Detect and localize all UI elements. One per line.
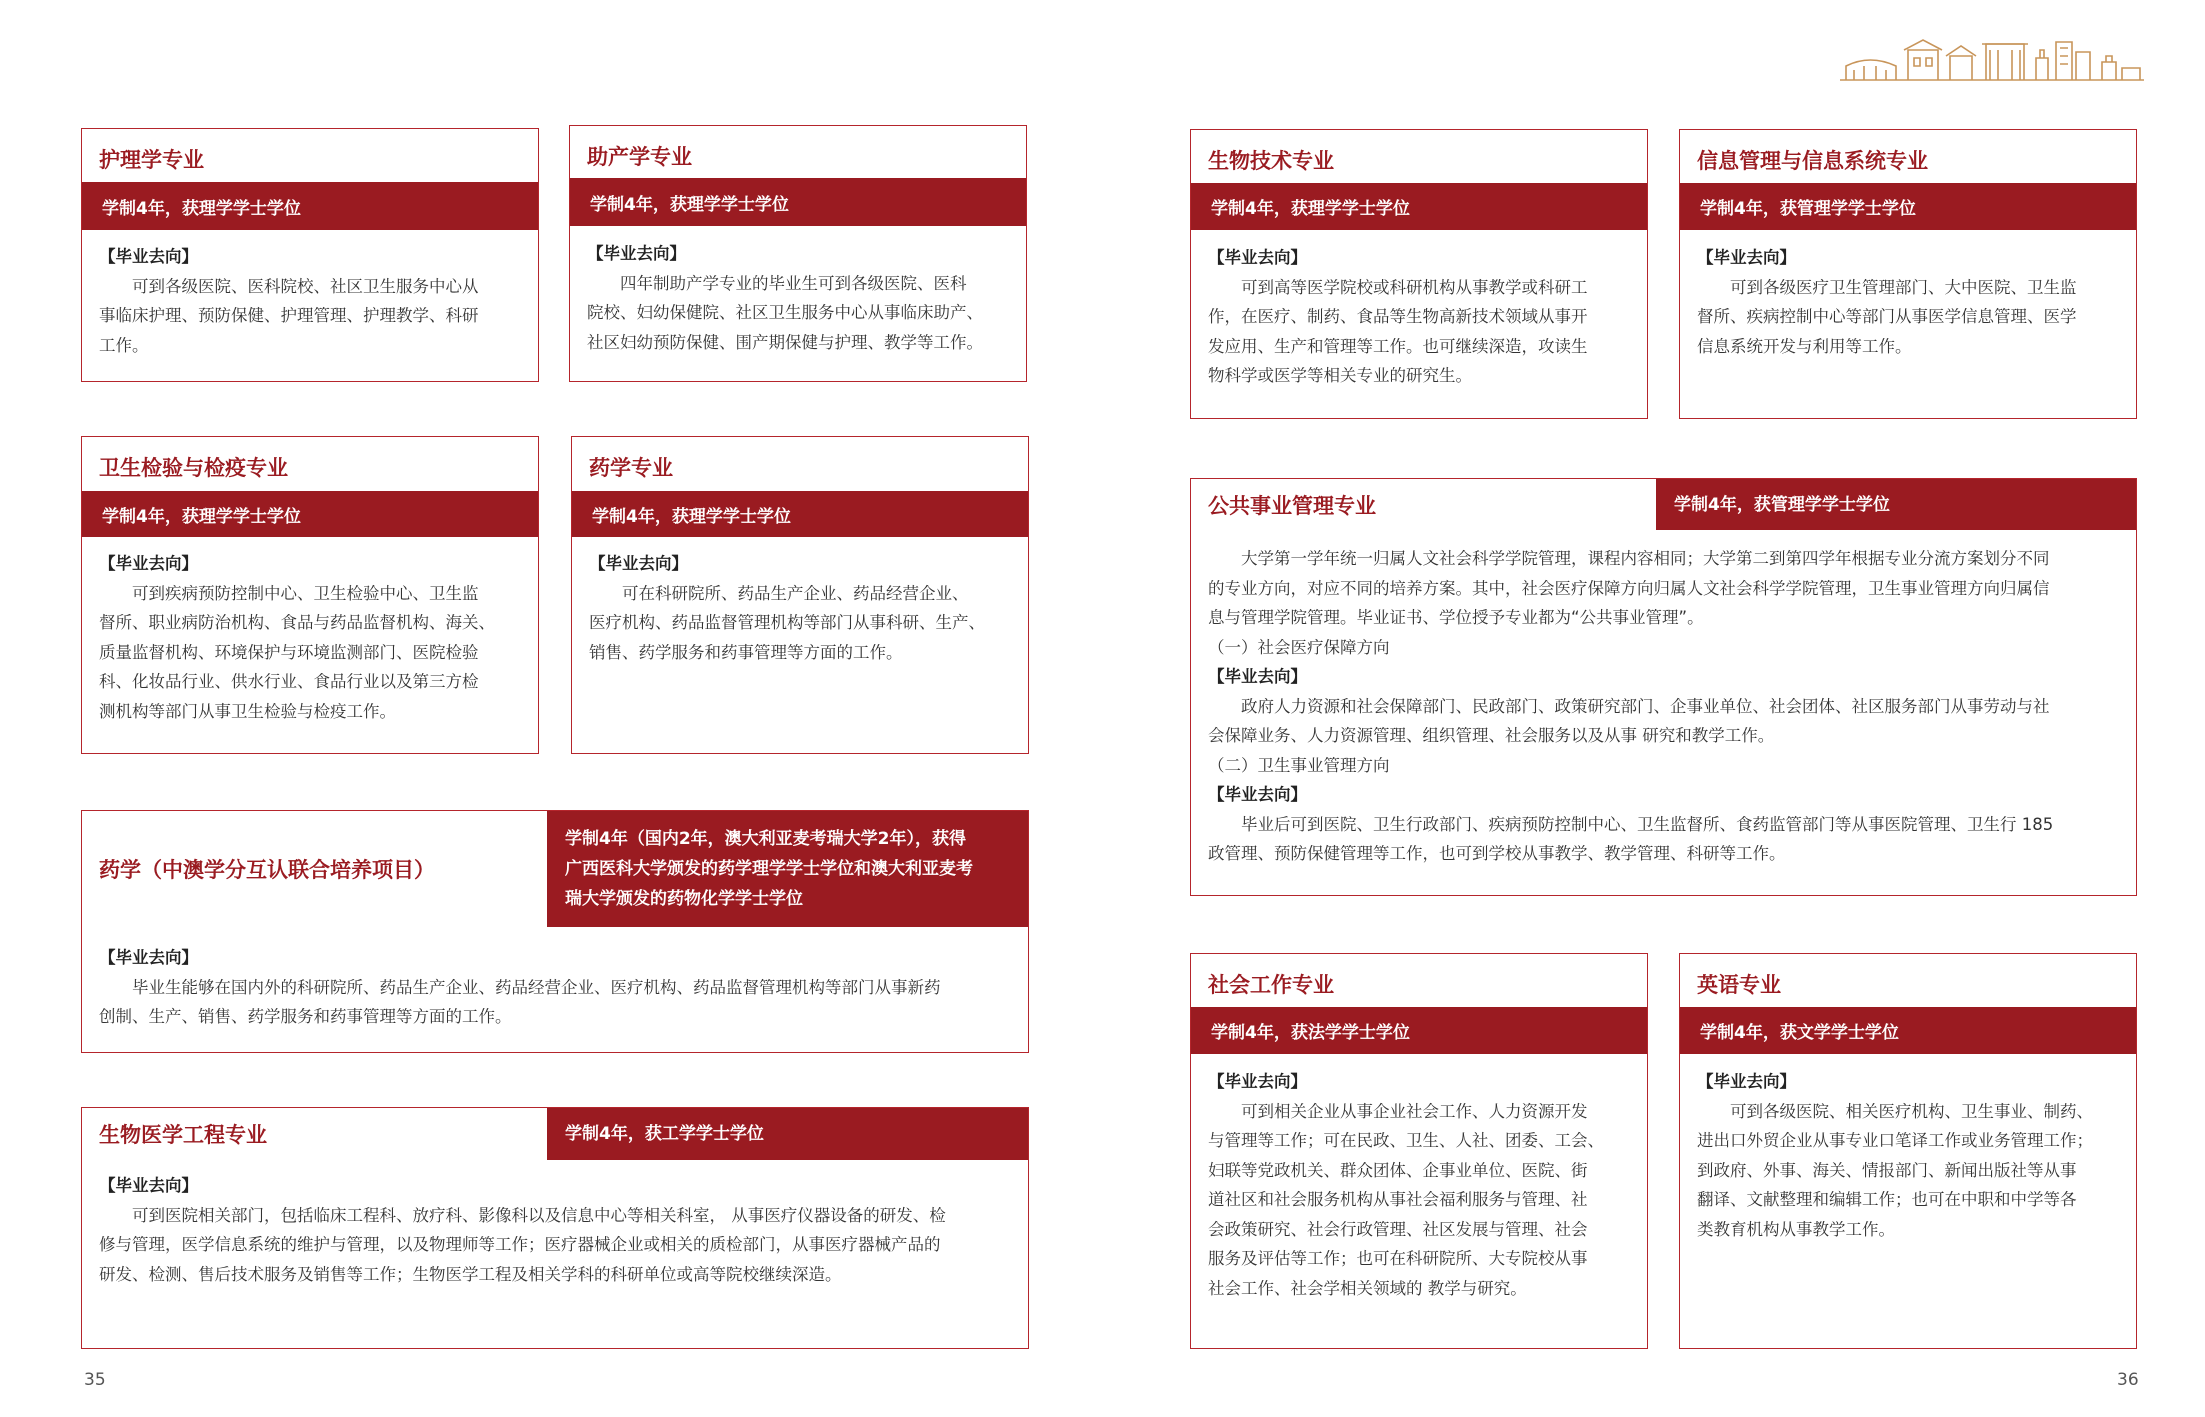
body-line: 毕业后可到医院、卫生行政部门、疾病预防控制中心、卫生监督所、食药监管部门等从事医院管理、卫生行 185 [1241,814,2054,834]
body-line: 政管理、预防保健管理等工作，也可到学校从事教学、教学管理、科研等工作。 [1208,844,1786,863]
card-title: 护理学专业 [99,148,204,172]
card-body [1208,544,2119,869]
card-hygiene [81,436,539,754]
card-midwifery [569,125,1027,382]
card-body [99,943,1011,1032]
body-line: 可到医院相关部门，包括临床工程科、放疗科、影像科以及信息中心等相关科室， 从事医疗仪器设备的研发、检 [132,1205,946,1225]
section-heading: 【毕业去向】 [99,948,198,967]
section-heading: 【毕业去向】 [1208,785,1307,804]
body-line: 道社区和社会服务机构从事社会福利服务与管理、社 [1208,1190,1588,1209]
degree-box [547,811,1028,927]
body-line: 政府人力资源和社会保障部门、民政部门、政策研究部门、企事业单位、社会团体、社区服务部门从事劳动与社 [1241,696,2050,716]
body-line: 四年制助产学专业的毕业生可到各级医院、医科 [620,273,967,293]
card-title: 信息管理与信息系统专业 [1697,149,1928,173]
card-social-work [1190,953,1648,1349]
card-title: 药学（中澳学分互认联合培养项目） [99,858,435,882]
degree-line: 瑞大学颁发的药物化学学士学位 [565,889,803,909]
direction-heading: （二）卫生事业管理方向 [1208,755,1390,775]
card-title: 药学专业 [589,456,673,480]
card-body [1208,243,1630,391]
card-body [1208,1067,1630,1303]
body-line: 督所、职业病防治机构、食品与药品监督机构、海关、 [99,613,495,632]
degree-bar: 学制4年，获理学学士学位 [82,182,538,230]
section-heading: 【毕业去向】 [587,244,686,263]
degree-bar: 学制4年，获理学学士学位 [1191,183,1647,230]
card-title: 生物技术专业 [1208,149,1334,173]
body-line: 创制、生产、销售、药学服务和药事管理等方面的工作。 [99,1007,512,1026]
degree-line: 学制4年（国内2年，澳大利亚麦考瑞大学2年），获得 [565,829,966,849]
degree-bar: 学制4年，获理学学士学位 [572,491,1028,537]
body-line: 可在科研院所、药品生产企业、药品经营企业、 [622,583,969,603]
body-line: 工作。 [99,335,149,355]
card-body [587,239,1009,357]
card-biotech [1190,129,1648,419]
body-line: 作，在医疗、制药、食品等生物高新技术领域从事开 [1208,307,1588,326]
card-body [99,242,521,360]
section-heading: 【毕业去向】 [1208,248,1307,267]
degree-bar: 学制4年，获法学学士学位 [1191,1007,1647,1054]
degree-box: 学制4年，获管理学学士学位 [1656,479,2136,530]
section-heading: 【毕业去向】 [1208,667,1307,686]
body-line: 医疗机构、药品监督管理机构等部门从事科研、生产、 [589,613,985,632]
body-line: 与管理等工作；可在民政、卫生、人社、团委、工会、 [1208,1131,1604,1150]
section-heading: 【毕业去向】 [589,554,688,573]
body-line: 的专业方向，对应不同的培养方案。其中，社会医疗保障方向归属人文社会科学学院管理，卫生事业管理方向归属信 [1208,578,2050,598]
card-title: 英语专业 [1697,973,1781,997]
body-line: 可到高等医学院校或科研机构从事教学或科研工 [1241,277,1588,297]
body-line: 类教育机构从事教学工作。 [1697,1219,1895,1239]
card-pharmacy [571,436,1029,754]
degree-box: 学制4年，获工学学士学位 [547,1108,1028,1160]
card-header [82,811,1028,927]
degree-bar: 学制4年，获文学学士学位 [1680,1007,2136,1054]
card-title: 社会工作专业 [1208,973,1334,997]
degree-bar: 学制4年，获管理学学士学位 [1680,183,2136,230]
body-line: 可到各级医疗卫生管理部门、大中医院、卫生监 [1730,277,2077,297]
body-line: 妇联等党政机关、群众团体、企事业单位、医院、街 [1208,1160,1588,1180]
page-number-right: 36 [2117,1370,2139,1390]
card-body [1697,1067,2119,1244]
card-nursing [81,128,539,382]
section-heading: 【毕业去向】 [99,1176,198,1195]
card-biomed [81,1107,1029,1349]
card-public-admin [1190,478,2137,896]
body-line: 督所、疾病控制中心等部门从事医学信息管理、医学 [1697,307,2077,326]
body-line: 修与管理，医学信息系统的维护与管理，以及物理师等工作；医疗器械企业或相关的质检部门，从事医疗器械产品的 [99,1235,941,1254]
body-line: 可到各级医院、相关医疗机构、卫生事业、制药、 [1730,1101,2093,1121]
body-line: 到政府、外事、海关、情报部门、新闻出版社等从事 [1697,1160,2077,1180]
card-body [99,1171,1011,1289]
section-heading: 【毕业去向】 [99,247,198,266]
body-line: 可到疾病预防控制中心、卫生检验中心、卫生监 [132,583,479,603]
degree-line: 广西医科大学颁发的药学理学学士学位和澳大利亚麦考 [565,859,973,879]
card-title: 公共事业管理专业 [1208,493,1376,518]
body-line: 科、化妆品行业、供水行业、食品行业以及第三方检 [99,672,479,691]
card-english [1679,953,2137,1349]
body-line: 销售、药学服务和药事管理等方面的工作。 [589,642,903,662]
card-infosys [1679,129,2137,419]
section-heading: 【毕业去向】 [1208,1072,1307,1091]
card-body [99,549,521,726]
body-line: 事临床护理、预防保健、护理管理、护理教学、科研 [99,306,479,325]
section-heading: 【毕业去向】 [1697,248,1796,267]
card-header [1191,479,2136,530]
body-line: 社会工作、社会学相关领域的 教学与研究。 [1208,1278,1527,1298]
body-line: 发应用、生产和管理等工作。也可继续深造，攻读生 [1208,336,1588,356]
degree-bar: 学制4年，获理学学士学位 [570,178,1026,226]
body-line: 测机构等部门从事卫生检验与检疫工作。 [99,701,396,721]
card-body [1697,243,2119,361]
direction-heading: （一）社会医疗保障方向 [1208,637,1390,657]
campus-buildings-logo-icon [1840,36,2144,82]
body-line: 研发、检测、售后技术服务及销售等工作；生物医学工程及相关学科的科研单位或高等院校继续深造。 [99,1264,842,1284]
body-line: 信息系统开发与利用等工作。 [1697,336,1912,356]
body-line: 社区妇幼预防保健、围产期保健与护理、教学等工作。 [587,332,983,352]
body-line: 质量监督机构、环境保护与环境监测部门、医院检验 [99,642,479,662]
body-line: 大学第一学年统一归属人文社会科学学院管理，课程内容相同；大学第二到第四学年根据专业分流方案划分不同 [1241,549,2050,568]
card-title: 卫生检验与检疫专业 [99,456,288,480]
section-heading: 【毕业去向】 [99,554,198,573]
body-line: 进出口外贸企业从事专业口笔译工作或业务管理工作； [1697,1131,2093,1150]
body-line: 物科学或医学等相关专业的研究生。 [1208,366,1472,385]
body-line: 可到相关企业从事企业社会工作、人力资源开发 [1241,1101,1588,1121]
card-header [82,1108,1028,1160]
body-line: 息与管理学院管理。毕业证书、学位授予专业都为“公共事业管理”。 [1208,608,1704,627]
body-line: 翻译、文献整理和编辑工作；也可在中职和中学等各 [1697,1190,2077,1209]
body-line: 会政策研究、社会行政管理、社区发展与管理、社会 [1208,1219,1588,1239]
page-number-left: 35 [84,1370,106,1390]
card-title: 助产学专业 [587,145,692,169]
card-pharmacy-joint [81,810,1029,1053]
card-title: 生物医学工程专业 [99,1123,267,1147]
body-line: 院校、妇幼保健院、社区卫生服务中心从事临床助产、 [587,303,983,322]
card-body [589,549,1011,667]
body-line: 会保障业务、人力资源管理、组织管理、社会服务以及从事 研究和教学工作。 [1208,726,1775,745]
body-line: 服务及评估等工作；也可在科研院所、大专院校从事 [1208,1249,1588,1268]
degree-bar: 学制4年，获理学学士学位 [82,491,538,537]
body-line: 毕业生能够在国内外的科研院所、药品生产企业、药品经营企业、医疗机构、药品监督管理机构等部门从事新药 [132,977,941,997]
body-line: 可到各级医院、医科院校、社区卫生服务中心从 [132,276,479,296]
section-heading: 【毕业去向】 [1697,1072,1796,1091]
